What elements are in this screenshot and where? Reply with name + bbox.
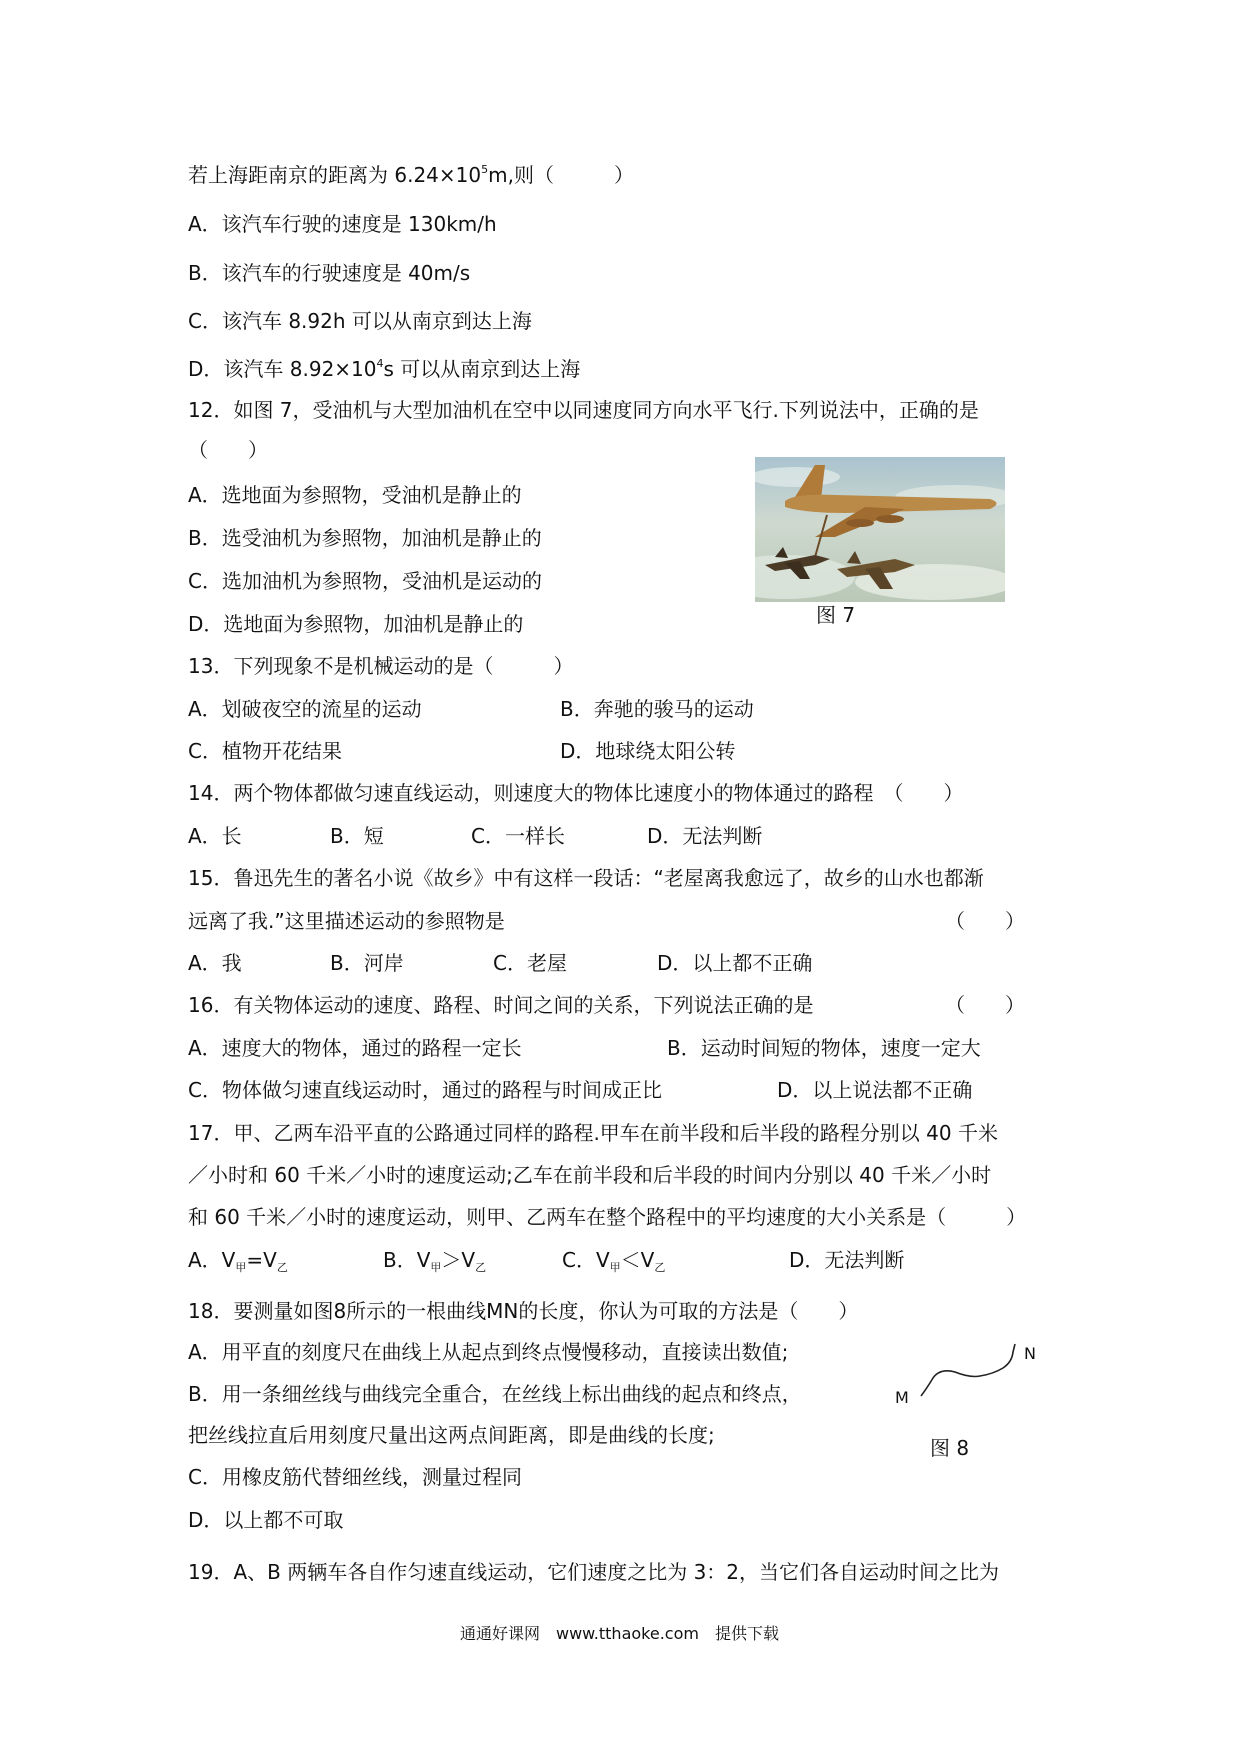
q16-option-a: A．速度大的物体，通过的路程一定长 — [188, 1036, 522, 1060]
q15-option-c: C．老屋 — [493, 951, 567, 975]
q18-option-b-line1: B．用一条细丝线与曲线完全重合，在丝线上标出曲线的起点和终点， — [188, 1382, 802, 1406]
q18-option-d: D．以上都不可取 — [188, 1508, 344, 1532]
q15-option-b: B．河岸 — [330, 951, 404, 975]
q11-stem: 若上海距南京的距离为 $6.24\times 10^5m$,则（ ） — [188, 163, 634, 187]
figure-7-caption: 图 7 — [816, 603, 856, 627]
q15-stem-line2: 远离了我.”这里描述运动的参照物是 — [188, 909, 505, 933]
q12-stem: 12．如图 7，受油机与大型加油机在空中以同速度同方向水平飞行.下列说法中，正确的是 — [188, 398, 979, 422]
q14-option-b: B．短 — [330, 824, 384, 848]
curve-mn-figure — [895, 1338, 1045, 1410]
q17-option-c: C．$V_甲<V_乙$ — [562, 1248, 666, 1274]
q17-stem-line3: 和 60 千米／小时的速度运动，则甲、乙两车在整个路程中的平均速度的大小关系是（ ） — [188, 1205, 1027, 1229]
q14-option-a: A．长 — [188, 824, 242, 848]
q19-stem: 19．A、B 两辆车各自作匀速直线运动，它们速度之比为 3：2，当它们各自运动时间之比为 — [188, 1560, 1000, 1584]
q17-option-d: D．无法判断 — [789, 1248, 905, 1272]
q12-option-d: D．选地面为参照物，加油机是静止的 — [188, 612, 524, 636]
figure-8-caption: 图 8 — [930, 1436, 970, 1460]
q18-option-c: C．用橡皮筋代替细丝线，测量过程同 — [188, 1465, 522, 1489]
q17-option-b: B．$V_甲>V_乙$ — [383, 1248, 487, 1274]
q14-stem: 14．两个物体都做匀速直线运动，则速度大的物体比速度小的物体通过的路程 （ ） — [188, 781, 964, 805]
q12-option-c: C．选加油机为参照物，受油机是运动的 — [188, 569, 542, 593]
q16-option-d: D．以上说法都不正确 — [777, 1078, 973, 1102]
q15-option-a: A．我 — [188, 951, 242, 975]
q18-stem: 18．要测量如图8所示的一根曲线MN的长度，你认为可取的方法是（ ） — [188, 1299, 859, 1323]
q11-option-a: A．该汽车行驶的速度是 130km/h — [188, 212, 497, 236]
q11-option-c: C．该汽车 8.92h 可以从南京到达上海 — [188, 309, 532, 333]
q18-option-a: A．用平直的刻度尺在曲线上从起点到终点慢慢移动，直接读出数值; — [188, 1340, 789, 1364]
q11-option-b: B．该汽车的行驶速度是 40m/s — [188, 261, 471, 285]
q16-stem: 16．有关物体运动的速度、路程、时间之间的关系，下列说法正确的是 — [188, 993, 814, 1017]
page-footer: 通通好课网 www.tthaoke.com 提供下载 — [460, 1624, 779, 1643]
q15-option-d: D．以上都不正确 — [657, 951, 813, 975]
refueling-photo — [755, 457, 1005, 602]
q17-option-a: A．$V_甲=V_乙$ — [188, 1248, 288, 1274]
q13-option-d: D．地球绕太阳公转 — [560, 739, 736, 763]
q14-option-c: C．一样长 — [471, 824, 565, 848]
q14-option-d: D．无法判断 — [647, 824, 763, 848]
q13-option-c: C．植物开花结果 — [188, 739, 342, 763]
q13-stem: 13．下列现象不是机械运动的是（ ） — [188, 654, 574, 678]
q12-option-a: A．选地面为参照物，受油机是静止的 — [188, 483, 522, 507]
q16-option-c: C．物体做匀速直线运动时，通过的路程与时间成正比 — [188, 1078, 662, 1102]
q12-paren: （ ） — [188, 438, 268, 462]
q12-option-b: B．选受油机为参照物，加油机是静止的 — [188, 526, 542, 550]
q16-option-b: B．运动时间短的物体，速度一定大 — [667, 1036, 981, 1060]
q11-option-d: D．该汽车 $8.92\times 10^4s$ 可以从南京到达上海 — [188, 357, 581, 381]
q13-option-b: B．奔驰的骏马的运动 — [560, 697, 754, 721]
curve-label-n: N — [1024, 1344, 1036, 1363]
q17-stem-line1: 17．甲、乙两车沿平直的公路通过同样的路程.甲车在前半段和后半段的路程分别以 40 千米 — [188, 1121, 998, 1145]
q16-paren: （ ） — [945, 993, 1025, 1017]
q18-option-b-line2: 把丝线拉直后用刻度尺量出这两点间距离，即是曲线的长度; — [188, 1423, 715, 1447]
q13-option-a: A．划破夜空的流星的运动 — [188, 697, 422, 721]
q17-stem-line2: ／小时和 60 千米／小时的速度运动;乙车在前半段和后半段的时间内分别以 40 千米／小时 — [188, 1163, 992, 1187]
q15-paren: （ ） — [945, 909, 1025, 933]
q15-stem: 15．鲁迅先生的著名小说《故乡》中有这样一段话：“老屋离我愈远了，故乡的山水也都渐 — [188, 866, 984, 890]
curve-label-m: M — [895, 1388, 909, 1407]
